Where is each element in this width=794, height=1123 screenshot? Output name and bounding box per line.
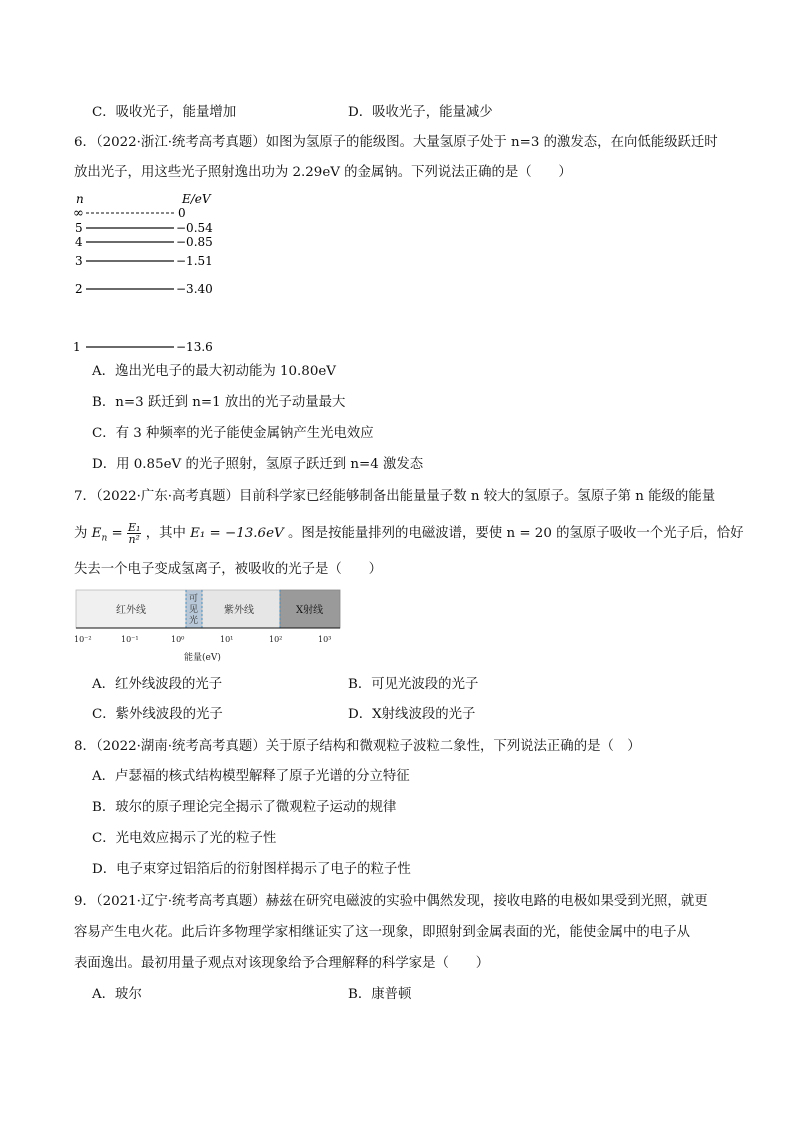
q7-stem-line3: 失去一个电子变成氢离子，被吸收的光子是（ ） bbox=[74, 562, 382, 577]
q7-option-b: B．可见光波段的光子 bbox=[348, 677, 479, 692]
tick-label-1: 10⁻² bbox=[74, 635, 92, 644]
visible-char-2: 见 bbox=[189, 605, 199, 615]
level-n-2: 2 bbox=[75, 282, 83, 296]
q9-stem-line2: 容易产生电火花。此后许多物理学家相继证实了这一现象，即照射到金属表面的光，能使金属中的电子从 bbox=[74, 925, 690, 940]
q9-option-b: B．康普顿 bbox=[348, 987, 412, 1002]
q7-option-a: A．红外线波段的光子 bbox=[92, 677, 223, 692]
q8-option-a: A．卢瑟福的核式结构模型解释了原子光谱的分立特征 bbox=[92, 769, 410, 784]
q6-option-d: D．用 0.85eV 的光子照射，氢原子跃迁到 n=4 激发态 bbox=[92, 457, 424, 472]
band-label-infrared: 红外线 bbox=[116, 605, 146, 616]
level-value-4: −0.85 bbox=[176, 235, 213, 249]
q7-prefix: 为 bbox=[74, 526, 88, 541]
q7-option-d: D．X射线波段的光子 bbox=[348, 707, 476, 722]
level-n-5: 5 bbox=[75, 221, 83, 235]
q8-option-b: B．玻尔的原子理论完全揭示了微观粒子运动的规律 bbox=[92, 800, 397, 815]
q7-stem-line1: 7．（2022·广东·高考真题）目前科学家已经能够制备出能量量子数 n 较大的氢原子。氢原子第 n 能级的能量 bbox=[74, 489, 716, 504]
level-n-3: 3 bbox=[75, 254, 83, 268]
q5-option-c: C．吸收光子，能量增加 bbox=[92, 105, 237, 120]
q9-option-a: A．玻尔 bbox=[92, 987, 142, 1002]
level-value-3: −1.51 bbox=[176, 254, 213, 268]
energy-axis-label: E/eV bbox=[182, 192, 211, 206]
tick-label-4: 10¹ bbox=[220, 635, 234, 644]
q7-suffix: 。图是按能量排列的电磁波谱，要使 n = 20 的氢原子吸收一个光子后，恰好 bbox=[287, 526, 744, 541]
energy-level-diagram bbox=[70, 190, 230, 360]
formula-denominator: n² bbox=[128, 533, 140, 546]
band-label-uv: 紫外线 bbox=[224, 605, 254, 616]
formula-lhs: $E_n$ bbox=[91, 526, 108, 544]
level-n-1: 1 bbox=[73, 340, 81, 354]
formula-fraction bbox=[127, 522, 141, 545]
e1-expression: E₁ = −13.6eV bbox=[190, 526, 284, 541]
q7-stem-line2 bbox=[74, 521, 744, 552]
em-spectrum-chart bbox=[70, 588, 350, 666]
q7-mid: ，其中 bbox=[145, 526, 186, 541]
q9-stem-line3: 表面逸出。最初用量子观点对该现象给予合理解释的科学家是（ ） bbox=[74, 956, 490, 971]
visible-char-3: 光 bbox=[189, 616, 199, 626]
q6-option-a: A．逸出光电子的最大初动能为 10.80eV bbox=[92, 364, 336, 379]
tick-label-2: 10⁻¹ bbox=[121, 635, 139, 644]
level-n-inf: ∞ bbox=[73, 206, 84, 221]
q6-stem-line2: 放出光子，用这些光子照射逸出功为 2.29eV 的金属钠。下列说法正确的是（ ） bbox=[74, 165, 572, 180]
level-value-1: −13.6 bbox=[176, 340, 213, 354]
tick-label-6: 10³ bbox=[318, 635, 332, 644]
tick-label-3: 10⁰ bbox=[171, 635, 185, 644]
q7-option-c: C．紫外线波段的光子 bbox=[92, 707, 223, 722]
band-label-xray: X射线 bbox=[296, 605, 324, 616]
level-n-4: 4 bbox=[75, 235, 83, 249]
level-value-inf: 0 bbox=[178, 206, 186, 220]
n-axis-label: n bbox=[76, 192, 84, 206]
q8-stem: 8．（2022·湖南·统考高考真题）关于原子结构和微观粒子波粒二象性，下列说法正确的是（ ） bbox=[74, 739, 641, 754]
level-value-5: −0.54 bbox=[176, 221, 213, 235]
tick-labels bbox=[74, 635, 331, 644]
q8-option-d: D．电子束穿过铝箔后的衍射图样揭示了电子的粒子性 bbox=[92, 862, 411, 877]
spectrum-axis-label: 能量(eV) bbox=[184, 653, 221, 663]
formula-equals: = bbox=[111, 526, 123, 541]
formula-numerator: E₁ bbox=[128, 521, 141, 534]
q6-stem-line1: 6．（2022·浙江·统考高考真题）如图为氢原子的能级图。大量氢原子处于 n=3 的激发态，在向低能级跃迁时 bbox=[74, 135, 718, 150]
q6-option-b: B．n=3 跃迁到 n=1 放出的光子动量最大 bbox=[92, 395, 346, 410]
visible-char-1: 可 bbox=[189, 594, 199, 604]
level-value-2: −3.40 bbox=[176, 282, 213, 296]
q6-option-c: C．有 3 种频率的光子能使金属钠产生光电效应 bbox=[92, 426, 374, 441]
q8-option-c: C．光电效应揭示了光的粒子性 bbox=[92, 831, 277, 846]
tick-label-5: 10² bbox=[269, 635, 283, 644]
q5-option-d: D．吸收光子，能量减少 bbox=[348, 105, 493, 120]
q9-stem-line1: 9．（2021·辽宁·统考高考真题）赫兹在研究电磁波的实验中偶然发现，接收电路的电极如果受到光照，就更 bbox=[74, 894, 708, 909]
